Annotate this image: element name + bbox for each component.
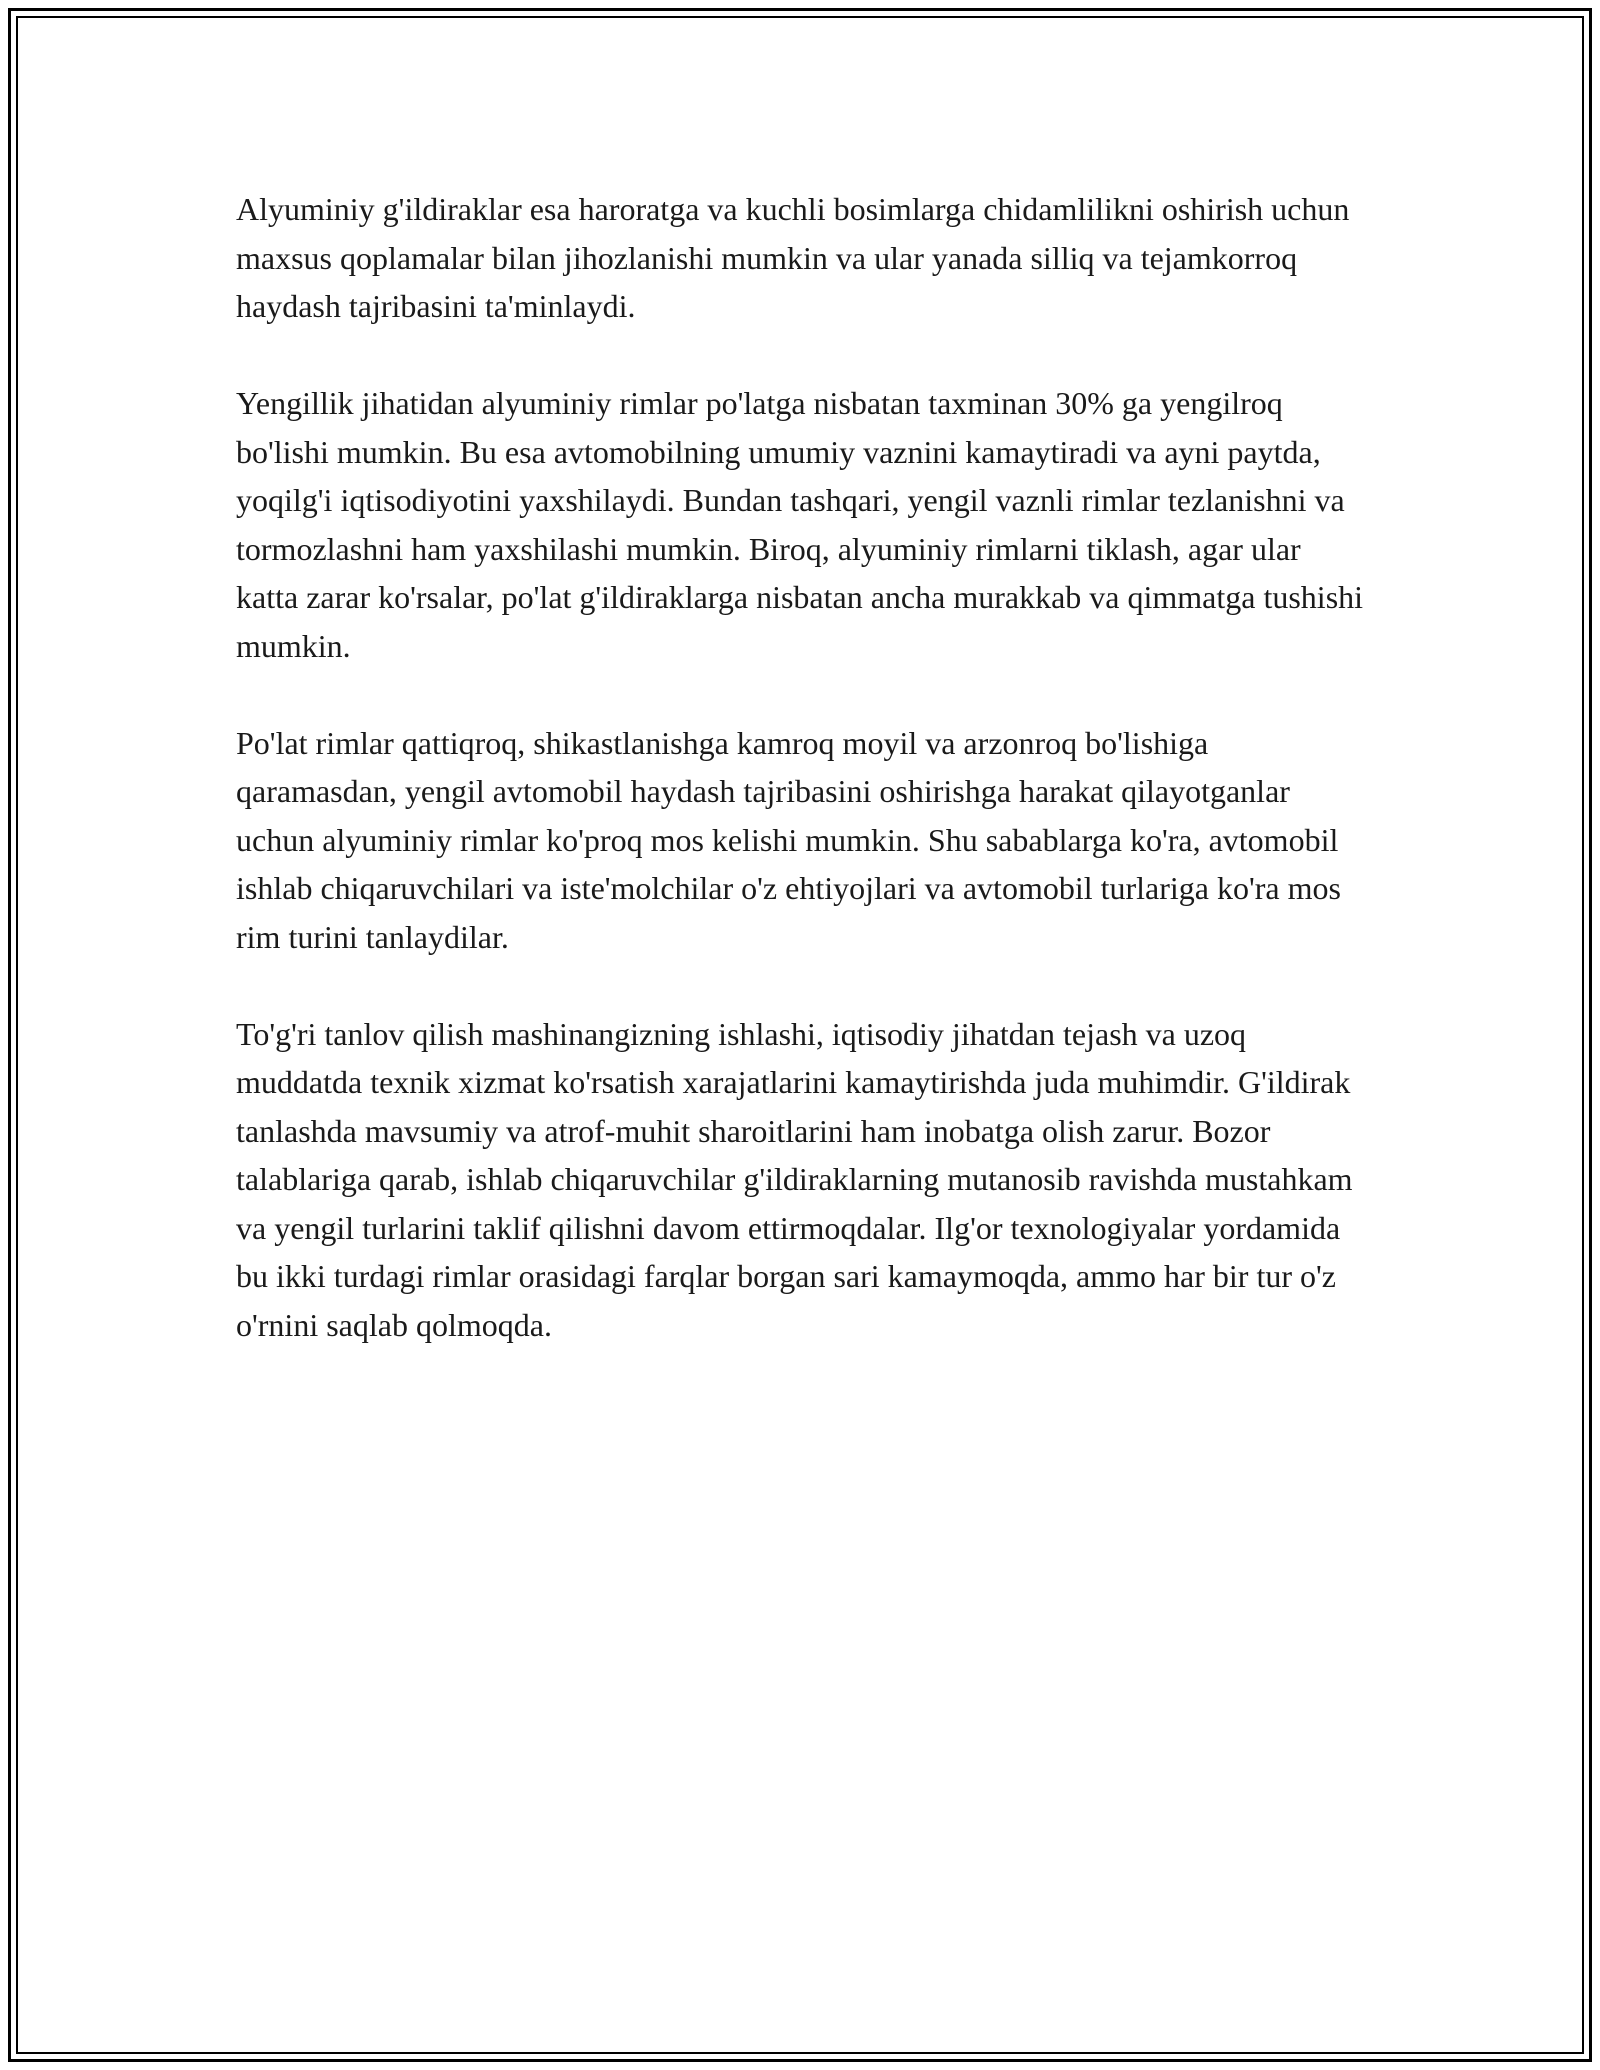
document-body xyxy=(236,185,1368,1398)
paragraph-1: Alyuminiy g'ildiraklar esa haroratga va kuchli bosimlarga chidamlilikni oshirish uchun maxsus qoplamalar bilan jihozlanishi mumkin va ular yanada silliq va tejamkorroq haydash tajribasini ta'minlaydi. xyxy=(236,191,1350,324)
paragraph-4: To'g'ri tanlov qilish mashinangizning ishlashi, iqtisodiy jihatdan tejash va uzoq muddatda texnik xizmat ko'rsatish xarajatlarini kamaytirishda juda muhimdir. G'ildirak tanlashda mavsumiy va atrof-muhit sharoitlarini ham inobatga olish zarur. Bozor talablariga qarab, ishlab chiqaruvchilar g'ildiraklarning mutanosib ravishda mustahkam va yengil turlarini taklif qilishni davom ettirmoqdalar. Ilg'or texnologiyalar yordamida bu ikki turdagi rimlar orasidagi farqlar borgan sari kamaymoqda, ammo har bir tur o'z o'rnini saqlab qolmoqda. xyxy=(236,1015,1353,1343)
paragraph-2: Yengillik jihatidan alyuminiy rimlar po'latga nisbatan taxminan 30% ga yengilroq bo'lishi mumkin. Bu esa avtomobilning umumiy vaznini kamaytiradi va ayni paytda, yoqilg'i iqtisodiyotini yaxshilaydi. Bundan tashqari, yengil vaznli rimlar tezlanishni va tormozlashni ham yaxshilashi mumkin. Biroq, alyuminiy rimlarni tiklash, agar ular katta zarar ko'rsalar, po'lat g'ildiraklarga nisbatan ancha murakkab va qimmatga tushishi mumkin. xyxy=(236,385,1364,664)
paragraph-3: Po'lat rimlar qattiqroq, shikastlanishga kamroq moyil va arzonroq bo'lishiga qaramasdan, yengil avtomobil haydash tajribasini oshirishga harakat qilayotganlar uchun alyuminiy rimlar ko'proq mos kelishi mumkin. Shu sabablarga ko'ra, avtomobil ishlab chiqaruvchilari va iste'molchilar o'z ehtiyojlari va avtomobil turlariga ko'ra mos rim turini tanlaydilar. xyxy=(236,724,1341,955)
